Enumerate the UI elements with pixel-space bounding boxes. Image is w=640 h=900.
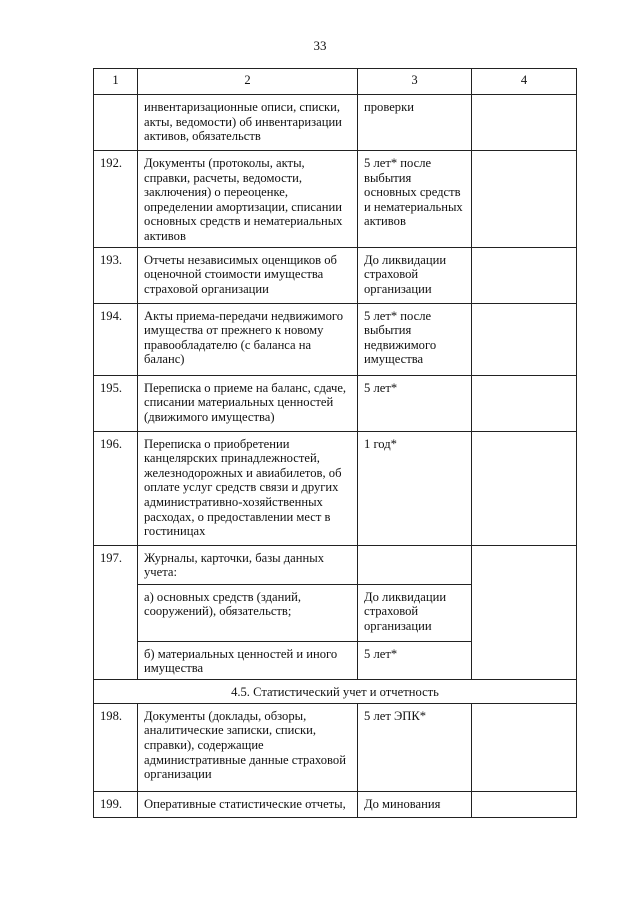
records-retention-table <box>93 68 577 818</box>
note <box>472 95 577 151</box>
document-type: б) материальных ценностей и иного имущества <box>138 641 358 679</box>
table-row <box>94 431 577 545</box>
column-header-row <box>94 69 577 95</box>
document-type: Журналы, карточки, базы данных учета: <box>138 545 358 584</box>
document-type: Документы (доклады, обзоры, аналитические записки, списки, справки), содержащие административные данные страховой организации <box>138 703 358 791</box>
document-type: Переписка о приобретении канцелярских принадлежностей, железнодорожных и авиабилетов, об оплате услуг средств связи и других административно-хозяйственных расходах, о предоставлении мест в гостиницах <box>138 431 358 545</box>
item-number: 195. <box>94 375 138 431</box>
item-number: 197. <box>94 545 138 679</box>
retention-term: проверки <box>358 95 472 151</box>
column-header-3: 3 <box>358 69 472 95</box>
item-number: 198. <box>94 703 138 791</box>
document-type: Акты приема-передачи недвижимого имущества от прежнего к новому правообладателю (с баланса на баланс) <box>138 303 358 375</box>
section-title: 4.5. Статистический учет и отчетность <box>94 679 577 703</box>
table-row <box>94 247 577 303</box>
item-number: 193. <box>94 247 138 303</box>
column-header-4: 4 <box>472 69 577 95</box>
document-type: Отчеты независимых оценщиков об оценочной стоимости имущества страховой организации <box>138 247 358 303</box>
retention-term: 5 лет* <box>358 375 472 431</box>
note <box>472 703 577 791</box>
table-row <box>94 545 577 584</box>
document-type: а) основных средств (зданий, сооружений), обязательств; <box>138 584 358 641</box>
table-row <box>94 703 577 791</box>
retention-term: 1 год* <box>358 431 472 545</box>
retention-term: 5 лет* после выбытия недвижимого имущества <box>358 303 472 375</box>
note <box>472 791 577 817</box>
retention-term: До ликвидации страховой организации <box>358 247 472 303</box>
retention-term: 5 лет* <box>358 641 472 679</box>
retention-term: До ликвидации страховой организации <box>358 584 472 641</box>
document-type: Документы (протоколы, акты, справки, расчеты, ведомости, заключения) о переоценке, определении амортизации, списании основных средств и нематериальных активов <box>138 151 358 248</box>
note <box>472 545 577 679</box>
page-number: 33 <box>313 38 327 53</box>
document-type: инвентаризационные описи, списки, акты, ведомости) об инвентаризации активов, обязательств <box>138 95 358 151</box>
table-row-continuation <box>94 95 577 151</box>
item-number <box>94 95 138 151</box>
table-row <box>94 303 577 375</box>
note <box>472 431 577 545</box>
item-number: 194. <box>94 303 138 375</box>
note <box>472 247 577 303</box>
item-number: 196. <box>94 431 138 545</box>
item-number: 192. <box>94 151 138 248</box>
retention-term <box>358 545 472 584</box>
column-header-1: 1 <box>94 69 138 95</box>
retention-term: 5 лет* после выбытия основных средств и нематериальных активов <box>358 151 472 248</box>
section-row <box>94 679 577 703</box>
retention-term: До минования <box>358 791 472 817</box>
document-type: Оперативные статистические отчеты, <box>138 791 358 817</box>
table-row <box>94 791 577 817</box>
column-header-2: 2 <box>138 69 358 95</box>
note <box>472 375 577 431</box>
document-type: Переписка о приеме на баланс, сдаче, списании материальных ценностей (движимого имущества) <box>138 375 358 431</box>
retention-term: 5 лет ЭПК* <box>358 703 472 791</box>
table-row <box>94 151 577 248</box>
note <box>472 151 577 248</box>
table-row <box>94 375 577 431</box>
item-number: 199. <box>94 791 138 817</box>
note <box>472 303 577 375</box>
